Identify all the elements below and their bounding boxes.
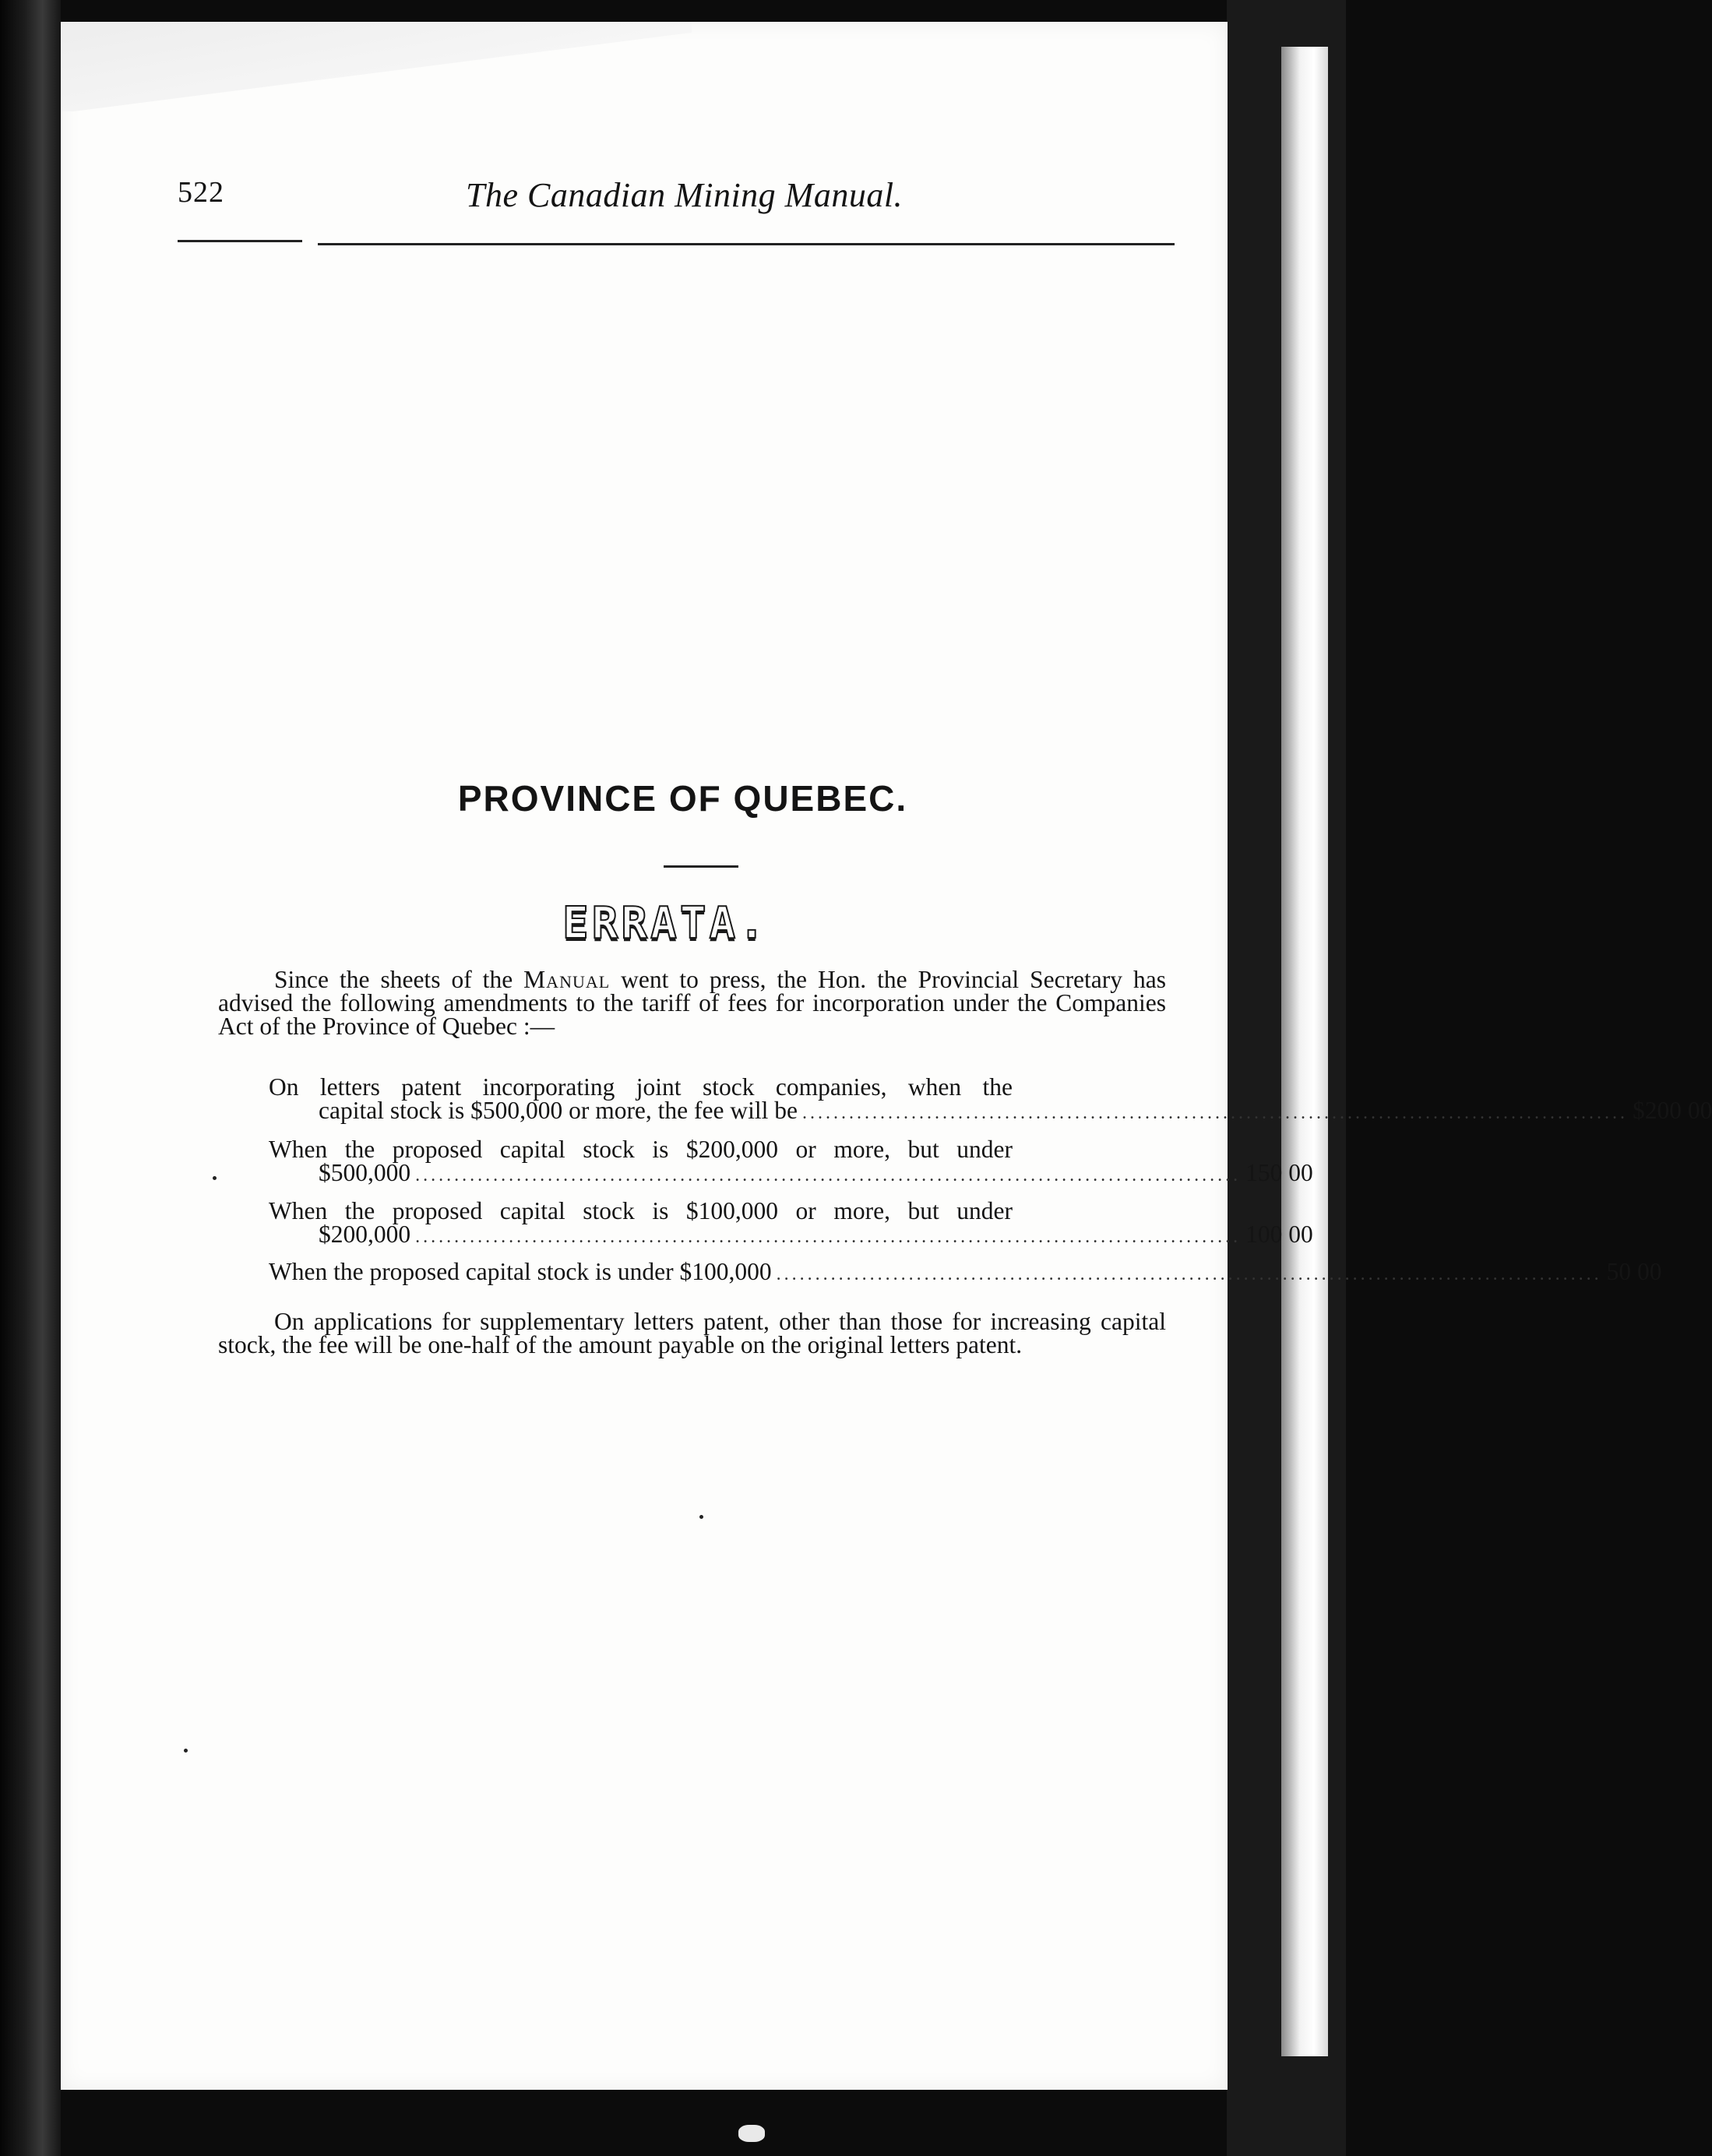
fee-amount: $200 00	[1632, 1097, 1712, 1124]
fee-item	[269, 1258, 1662, 1286]
fee-line	[319, 1159, 1313, 1187]
closing-text: On applications for supplementary letters patent, other than those for increasing capital stock, the fee will be one-half of the amount payable on the original letters patent.	[218, 1308, 1166, 1358]
header-rule-left	[178, 240, 302, 242]
fee-amount: 100 00	[1245, 1221, 1313, 1248]
intro-paragraph	[218, 968, 1166, 1038]
page-number: 522	[178, 176, 224, 209]
intro-text	[218, 968, 1166, 1038]
ink-speck	[699, 1515, 703, 1519]
fee-description: When the proposed capital stock is $200,000 or more, but under	[269, 1136, 1013, 1163]
running-title: The Canadian Mining Manual.	[466, 176, 904, 214]
fee-description: When the proposed capital stock is $100,000 or more, but under	[269, 1197, 1013, 1224]
fee-line	[269, 1258, 1662, 1286]
fee-line	[319, 1097, 1712, 1125]
book-binding-edge	[0, 0, 61, 2156]
header-rule-right	[318, 243, 1175, 245]
fee-item	[269, 1197, 1313, 1249]
intro-after-manual: went to press, the Hon. the Provincial Secretary has advised the following amendments to the tariff of fees for incorporation under the Companies Act of the Province of Quebec :—	[218, 966, 1166, 1040]
next-page-edge	[1281, 47, 1328, 2056]
intro-before-manual: Since the sheets of the	[274, 966, 524, 993]
running-head	[178, 175, 1175, 230]
book-page	[61, 22, 1228, 2090]
fee-condition: $200,000	[319, 1221, 411, 1248]
fee-line	[319, 1221, 1313, 1249]
fee-description: On letters patent incorporating joint stock companies, when the	[269, 1073, 1013, 1101]
section-title: PROVINCE OF QUEBEC.	[457, 778, 908, 819]
fee-item	[269, 1136, 1313, 1187]
scan-blot	[738, 2125, 765, 2142]
dot-leader: ..........................................................................................................	[776, 1264, 1602, 1284]
fee-item	[269, 1073, 1712, 1125]
fee-condition: When the proposed capital stock is under $100,000	[269, 1258, 772, 1285]
fee-amount: 150 00	[1245, 1159, 1313, 1186]
errata-heading: ERRATA.	[562, 898, 768, 949]
ink-speck	[184, 1749, 188, 1753]
fee-condition: capital stock is $500,000 or more, the fee will be	[319, 1097, 798, 1124]
ink-speck	[213, 1176, 217, 1180]
manual-word: Manual	[523, 966, 611, 993]
title-divider	[664, 865, 738, 868]
fee-condition: $500,000	[319, 1159, 411, 1186]
dot-leader: ..........................................................................................................	[801, 1103, 1628, 1123]
dot-leader: ..........................................................................................................	[415, 1165, 1242, 1185]
page-fold	[61, 22, 692, 111]
dot-leader: ..........................................................................................................	[415, 1227, 1242, 1247]
fee-amount: 50 00	[1606, 1258, 1662, 1285]
closing-paragraph	[218, 1310, 1166, 1357]
